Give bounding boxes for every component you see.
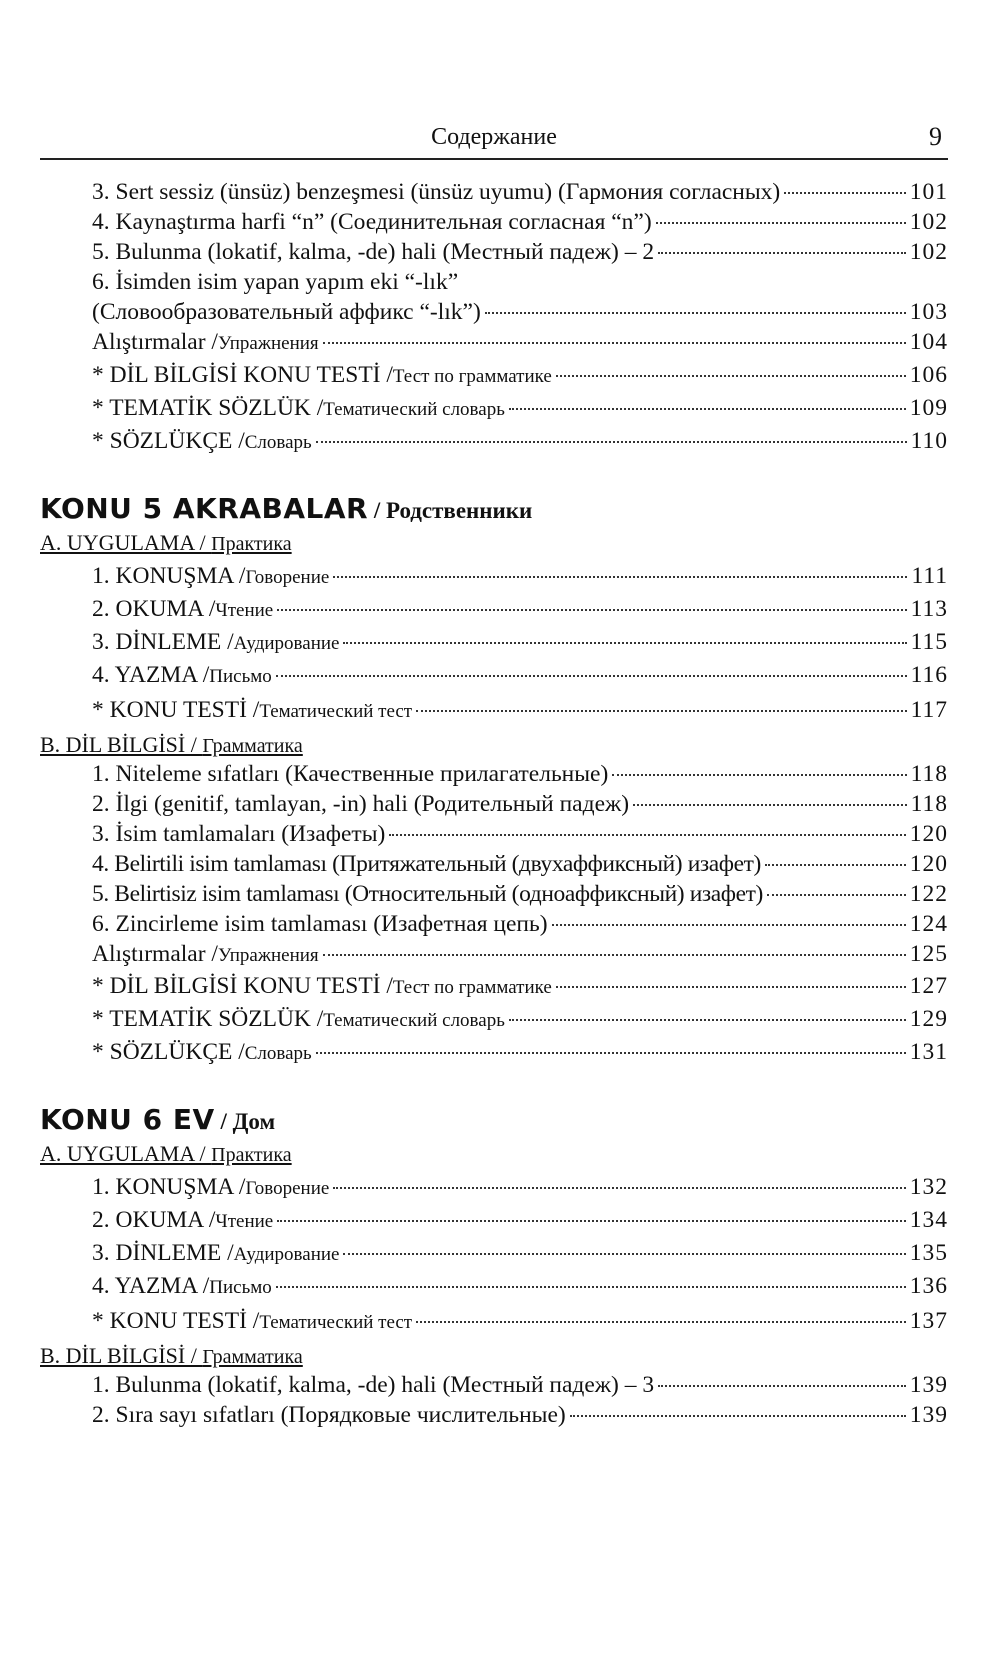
toc-label: 1. Niteleme sıfatları (Качественные прилагательные) [92,761,609,787]
chapter-title: KONU 5 AKRABALAR [40,492,369,525]
toc-label: 3. DİNLEME / [92,1240,234,1266]
toc-page: 122 [909,881,948,907]
toc-label: 4. Kaynaştırma harfi “n” (Соединительная согласная “n”) [92,209,652,235]
leader-dots [316,1052,906,1054]
toc-label-ru: Тематический словарь [323,1010,505,1031]
leader-dots [767,894,906,896]
leader-dots [658,252,906,254]
toc-page: 115 [910,629,948,655]
toc-label-ru: Тематический тест [259,701,413,722]
toc-line[interactable] [92,297,948,327]
leader-dots [784,192,906,194]
toc-label: 2. Sıra sayı sıfatları (Порядковые числительные) [92,1402,566,1428]
toc-line[interactable] [92,849,948,879]
toc-line[interactable] [92,819,948,849]
toc-label: (Словообразовательный аффикс “-lık”) [92,299,481,325]
toc-label: 1. KONUŞMA / [92,1174,246,1200]
toc-line[interactable] [92,695,948,727]
leader-dots [509,408,906,410]
toc-line[interactable] [92,789,948,819]
toc-label-ru: Аудирование [233,633,340,654]
leader-dots [277,1220,906,1222]
toc-label-ru: Чтение [215,600,274,621]
toc-line[interactable] [92,1205,948,1237]
toc-page: 103 [909,299,948,325]
leader-dots [509,1019,906,1021]
leader-dots [416,710,907,712]
toc-line[interactable] [92,1370,948,1400]
toc-label-ru: Тест по грамматике [392,366,552,387]
toc-label: * KONU TESTİ / [92,697,260,723]
toc-label: 4. YAZMA / [92,1273,210,1299]
section-title-ru: Грамматика [202,735,303,757]
page-number: 9 [929,122,942,151]
section-heading[interactable] [40,731,303,760]
toc-line[interactable] [92,627,948,659]
leader-dots [389,834,905,836]
toc-page: 118 [910,791,948,817]
toc-page: 139 [909,1402,948,1428]
toc-line[interactable] [92,1172,948,1204]
page-header [40,118,948,160]
toc-line[interactable] [92,971,948,1003]
toc-line[interactable] [92,426,948,458]
toc-label: * SÖZLÜKÇE / [92,1039,245,1065]
toc-line[interactable] [92,594,948,626]
toc-label: 1. KONUŞMA / [92,563,246,589]
toc-label: * KONU TESTİ / [92,1308,260,1334]
toc-label-ru: Словарь [244,432,312,453]
leader-dots [416,1321,906,1323]
toc-page: 129 [909,1006,948,1032]
leader-dots [323,342,906,344]
toc-label: 4. Belirtili isim tamlaması (Притяжательный (двухаффиксный) изафет) [92,851,761,877]
toc-label: 2. OKUMA / [92,1207,216,1233]
toc-line[interactable] [92,660,948,692]
toc-line[interactable] [92,1004,948,1036]
toc-page: 131 [909,1039,948,1065]
toc-page: 139 [909,1372,948,1398]
chapter-title: KONU 6 EV [40,1103,215,1136]
section-title: B. DİL BİLGİSİ / [40,1343,203,1368]
chapter-slash: / [368,498,386,523]
toc-line[interactable] [92,1037,948,1069]
toc-page: 137 [909,1308,948,1334]
toc-line[interactable] [92,393,948,425]
chapter-title-ru: Родственники [385,498,533,523]
toc-label: * DİL BİLGİSİ KONU TESTİ / [92,362,393,388]
toc-line[interactable] [92,360,948,392]
section-title: A. UYGULAMA / [40,530,212,555]
leader-dots [552,924,906,926]
section-title: A. UYGULAMA / [40,1141,212,1166]
toc-label: 4. YAZMA / [92,662,210,688]
toc-line[interactable] [92,879,948,909]
toc-page: 135 [909,1240,948,1266]
toc-line[interactable] [92,177,948,207]
toc-label-ru: Тематический словарь [323,399,505,420]
toc-label: Alıştırmalar / [92,329,218,355]
toc-line[interactable] [92,1271,948,1303]
toc-label: 5. Bulunma (lokatif, kalma, -de) hali (Местный падеж) – 2 [92,239,655,265]
toc-label-ru: Говорение [245,1178,330,1199]
toc-label: 3. DİNLEME / [92,629,234,655]
chapter-title-ru: Дом [232,1109,276,1134]
toc-label: 6. Zincirleme isim tamlaması (Изафетная цепь) [92,911,548,937]
toc-label: Alıştırmalar / [92,941,218,967]
toc-label: 5. Belirtisiz isim tamlaması (Относительный (одноаффиксный) изафет) [92,881,763,907]
toc-line[interactable] [92,1238,948,1270]
leader-dots [333,1187,905,1189]
page-title: Содержание [431,124,557,150]
toc-page: 102 [909,239,948,265]
leader-dots [556,375,906,377]
toc-label-ru: Словарь [244,1043,312,1064]
leader-dots [343,642,906,644]
toc-label-ru: Письмо [209,666,272,687]
section-title: B. DİL BİLGİSİ / [40,732,203,757]
toc-line[interactable] [92,327,948,359]
leader-dots [556,986,906,988]
section-title-ru: Грамматика [202,1346,303,1368]
toc-label: * SÖZLÜKÇE / [92,428,245,454]
toc-page: 125 [909,941,948,967]
toc-line[interactable] [92,237,948,267]
toc-line[interactable] [92,1306,948,1338]
leader-dots [343,1253,905,1255]
toc-label: * TEMATİK SÖZLÜK / [92,395,324,421]
toc-line[interactable] [92,561,948,593]
toc-label-ru: Письмо [209,1277,272,1298]
leader-dots [656,222,906,224]
toc-label: 2. İlgi (genitif, tamlayan, -in) hali (Родительный падеж) [92,791,630,817]
toc-page: 120 [909,851,948,877]
toc-page: 104 [909,329,948,355]
leader-dots [633,804,907,806]
toc-page: 106 [909,362,948,388]
section-heading[interactable] [40,529,292,558]
toc-label: 3. Sert sessiz (ünsüz) benzeşmesi (ünsüz uyumu) (Гармония согласных) [92,179,781,205]
toc-label: 6. İsimden isim yapan yapım eki “-lık” [92,269,459,295]
toc-page: 109 [909,395,948,421]
toc-page: 136 [909,1273,948,1299]
toc-line[interactable] [92,207,948,237]
toc-page: 110 [910,428,948,454]
leader-dots [333,576,907,578]
section-title-ru: Практика [211,533,292,555]
toc-label-ru: Упражнения [217,945,319,966]
leader-dots [276,1286,906,1288]
toc-page: 101 [909,179,948,205]
toc-page: 116 [910,662,948,688]
toc-page: 113 [910,596,948,622]
toc-page: 127 [909,973,948,999]
toc-label-ru: Упражнения [217,333,319,354]
toc-page: 111 [911,563,948,589]
toc-line[interactable] [92,939,948,971]
toc-label: * DİL BİLGİSİ KONU TESTİ / [92,973,393,999]
toc-page: 134 [909,1207,948,1233]
chapter-heading [40,492,532,525]
leader-dots [485,312,906,314]
toc-page: 132 [909,1174,948,1200]
toc-label: * TEMATİK SÖZLÜK / [92,1006,324,1032]
leader-dots [570,1415,906,1417]
toc-line[interactable] [92,759,948,789]
toc-label-ru: Аудирование [233,1244,340,1265]
section-heading[interactable] [40,1342,303,1371]
toc-line-continued[interactable] [92,267,458,297]
leader-dots [612,774,906,776]
chapter-heading [40,1103,275,1136]
leader-dots [323,954,906,956]
leader-dots [277,609,906,611]
toc-label-ru: Тематический тест [259,1312,413,1333]
leader-dots [276,675,907,677]
section-title-ru: Практика [211,1144,292,1166]
toc-label: 3. İsim tamlamaları (Изафеты) [92,821,386,847]
leader-dots [765,864,906,866]
toc-label-ru: Чтение [215,1211,274,1232]
toc-label-ru: Тест по грамматике [392,977,552,998]
leader-dots [658,1385,906,1387]
toc-page: 124 [909,911,948,937]
chapter-slash: / [214,1109,233,1134]
toc-line[interactable] [92,909,948,939]
toc-page: 120 [909,821,948,847]
toc-label: 2. OKUMA / [92,596,216,622]
toc-page: 102 [909,209,948,235]
leader-dots [316,441,907,443]
section-heading[interactable] [40,1140,292,1169]
toc-page: 118 [910,761,948,787]
toc-label: 1. Bulunma (lokatif, kalma, -de) hali (Местный падеж) – 3 [92,1372,655,1398]
toc-line[interactable] [92,1400,948,1430]
toc-page: 117 [910,697,948,723]
toc-label-ru: Говорение [245,567,330,588]
